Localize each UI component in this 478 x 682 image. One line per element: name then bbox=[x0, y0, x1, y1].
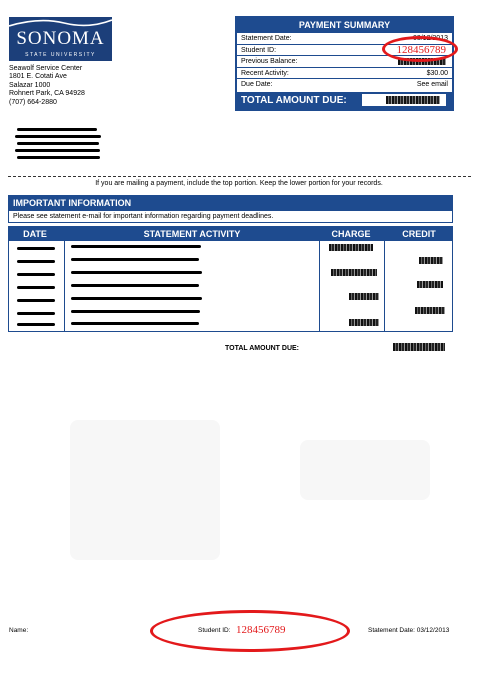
cut-line bbox=[8, 176, 471, 177]
scribble-line bbox=[17, 128, 97, 131]
footer-name-label: Name: bbox=[9, 627, 29, 634]
summary-label: Due Date: bbox=[241, 81, 273, 88]
total-amount-box bbox=[362, 94, 446, 106]
payment-summary-title: PAYMENT SUMMARY bbox=[237, 18, 452, 33]
redacted-date bbox=[17, 323, 55, 326]
column-separator bbox=[64, 241, 65, 331]
redacted-activity bbox=[71, 322, 199, 325]
address-line: 1801 E. Cotati Ave bbox=[9, 73, 67, 81]
summary-total-row bbox=[237, 92, 452, 109]
redacted-date bbox=[17, 312, 55, 315]
redacted-date bbox=[17, 299, 55, 302]
column-header-credit: CREDIT bbox=[402, 229, 436, 239]
cut-instructions: If you are mailing a payment, include the top portion. Keep the lower portion for your records. bbox=[95, 180, 383, 187]
logo-subtitle: STATE UNIVERSITY bbox=[25, 52, 96, 58]
footer-student-id-highlight-circle bbox=[150, 610, 350, 652]
logo-name: SONOMA bbox=[16, 28, 105, 49]
redacted-activity bbox=[71, 258, 199, 261]
scribble-line bbox=[17, 156, 100, 159]
faint-watermark bbox=[60, 415, 440, 565]
important-title: IMPORTANT INFORMATION bbox=[9, 196, 452, 211]
statement-activity-table bbox=[8, 226, 453, 332]
footer-statement-date: Statement Date: 03/12/2013 bbox=[368, 627, 450, 634]
student-id-highlight-circle bbox=[382, 36, 458, 62]
office-address bbox=[9, 65, 85, 107]
important-information bbox=[8, 195, 453, 223]
address-line: Seawolf Service Center bbox=[9, 65, 83, 72]
redacted-charge bbox=[331, 269, 377, 276]
summary-label: Previous Balance: bbox=[241, 58, 298, 65]
summary-value: See email bbox=[416, 81, 448, 88]
column-separator bbox=[384, 241, 385, 331]
scribble-line bbox=[17, 142, 99, 145]
footer-student-id-label: Student ID: bbox=[198, 627, 231, 634]
column-separator bbox=[319, 241, 320, 331]
table-header bbox=[9, 227, 452, 241]
total-amount-due-label: TOTAL AMOUNT DUE: bbox=[225, 345, 300, 352]
redacted-date bbox=[17, 273, 55, 276]
summary-total-label: TOTAL AMOUNT DUE: bbox=[241, 95, 347, 106]
footer-student-id-value: 128456789 bbox=[236, 624, 286, 636]
summary-label: Student ID: bbox=[241, 46, 277, 54]
redacted-charge bbox=[349, 293, 379, 300]
summary-value: 03/12/2013 bbox=[412, 35, 448, 42]
address-line: (707) 664-2880 bbox=[9, 98, 57, 106]
scribble-line bbox=[15, 149, 100, 152]
summary-row-recent-activity bbox=[237, 68, 452, 80]
scribble-line bbox=[15, 135, 101, 138]
university-logo bbox=[9, 17, 112, 61]
important-text: Please see statement e-mail for important information regarding payment deadlines. bbox=[13, 213, 274, 220]
column-header-charge: CHARGE bbox=[331, 229, 371, 239]
summary-label: Statement Date: bbox=[241, 35, 292, 42]
redacted-credit bbox=[415, 307, 445, 314]
redacted-credit bbox=[417, 281, 443, 288]
address-line: Rohnert Park, CA 94928 bbox=[9, 90, 85, 98]
redacted-date bbox=[17, 260, 55, 263]
redacted-date bbox=[17, 247, 55, 250]
redacted-credit bbox=[419, 257, 443, 264]
student-id-value: 128456789 bbox=[396, 43, 446, 56]
redacted-activity bbox=[71, 271, 202, 274]
summary-row-due-date bbox=[237, 79, 452, 91]
address-line: Salazar 1000 bbox=[9, 81, 51, 89]
summary-value: $30.00 bbox=[426, 69, 448, 77]
redacted-total bbox=[393, 343, 445, 351]
redacted-activity bbox=[71, 284, 199, 287]
summary-label: Recent Activity: bbox=[241, 69, 289, 77]
redacted-charge bbox=[329, 244, 373, 251]
column-header-activity: STATEMENT ACTIVITY bbox=[143, 229, 241, 239]
redacted-charge bbox=[349, 319, 379, 326]
redacted-activity bbox=[71, 310, 200, 313]
payment-summary bbox=[235, 16, 454, 111]
redacted-value bbox=[386, 96, 440, 104]
redacted-activity bbox=[71, 297, 202, 300]
redacted-activity bbox=[71, 245, 201, 248]
redacted-date bbox=[17, 286, 55, 289]
column-header-date: DATE bbox=[23, 229, 47, 239]
